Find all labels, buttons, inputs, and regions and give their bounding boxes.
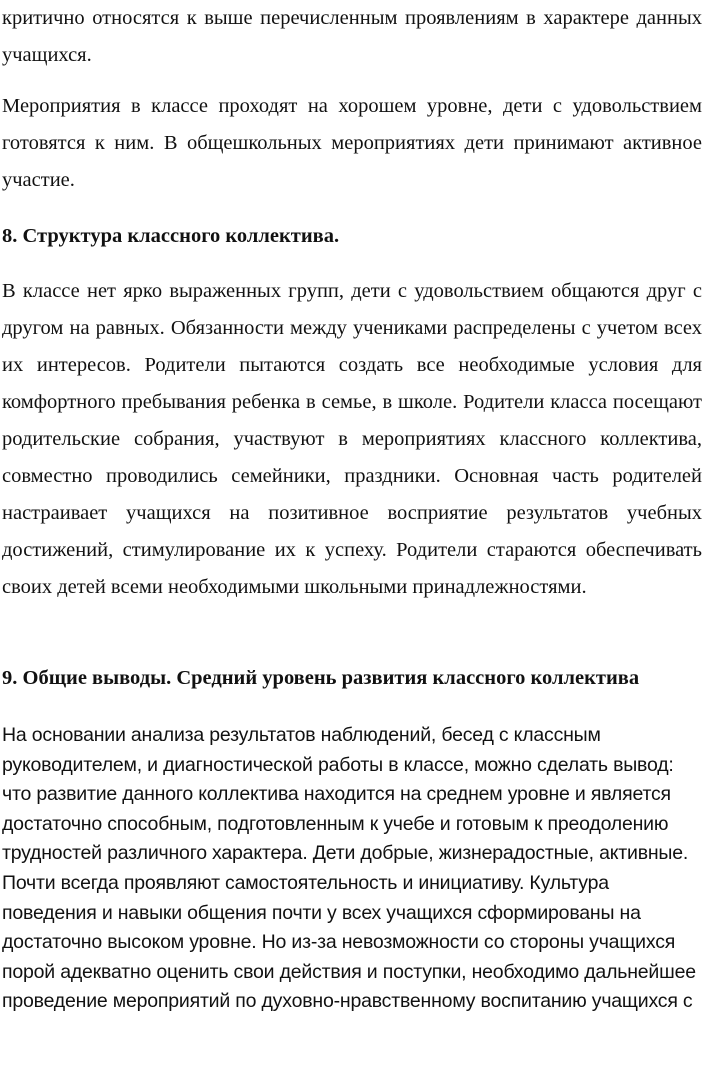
heading-conclusions: 9. Общие выводы. Средний уровень развития классного коллектива [2, 667, 640, 689]
paragraph-intro: критично относятся к выше перечисленным проявлениям в характере данных учащихся. [2, 7, 702, 66]
paragraph-structure: В классе нет ярко выраженных групп, дети с удовольствием общаются друг с другом на равных. Обязанности между учениками распределены с учетом всех их интересов. Родители пытаются создать все необходимые условия для комфортного пребывания ребенка в семье, в школе. Родители класса посещают родительские собрания, участвуют в мероприятиях классного коллектива, совместно проводились семейники, праздники. Основная часть родителей настраивает учащихся на позитивное восприятие результатов учебных достижений, стимулирование их к успеху. Родители стараются обеспечивать своих детей всеми необходимыми школьными принадлежностями. [2, 280, 702, 598]
paragraph-conclusions: На основании анализа результатов наблюдений, бесед с классным руководителем, и диагностической работы в классе, можно сделать вывод: что развитие данного коллектива находится на среднем уровне и является достаточно способным, подготовленным к учебе и готовым к преодолению трудностей различного характера. Дети добрые, жизнерадостные, активные. Почти всегда проявляют самостоятельность и инициативу. Культура поведения и навыки общения почти у всех учащихся сформированы на достаточно высоком уровне. Но из-за невозможности со стороны учащихся порой адекватно оценить свои действия и поступки, необходимо дальнейшее проведение мероприятий по духовно-нравственному воспитанию учащихся с [2, 724, 696, 1013]
heading-structure: 8. Структура классного коллектива. [2, 225, 340, 247]
paragraph-events: Мероприятия в классе проходят на хорошем уровне, дети с удовольствием готовятся к ним. В общешкольных мероприятиях дети принимают активное участие. [2, 95, 702, 191]
